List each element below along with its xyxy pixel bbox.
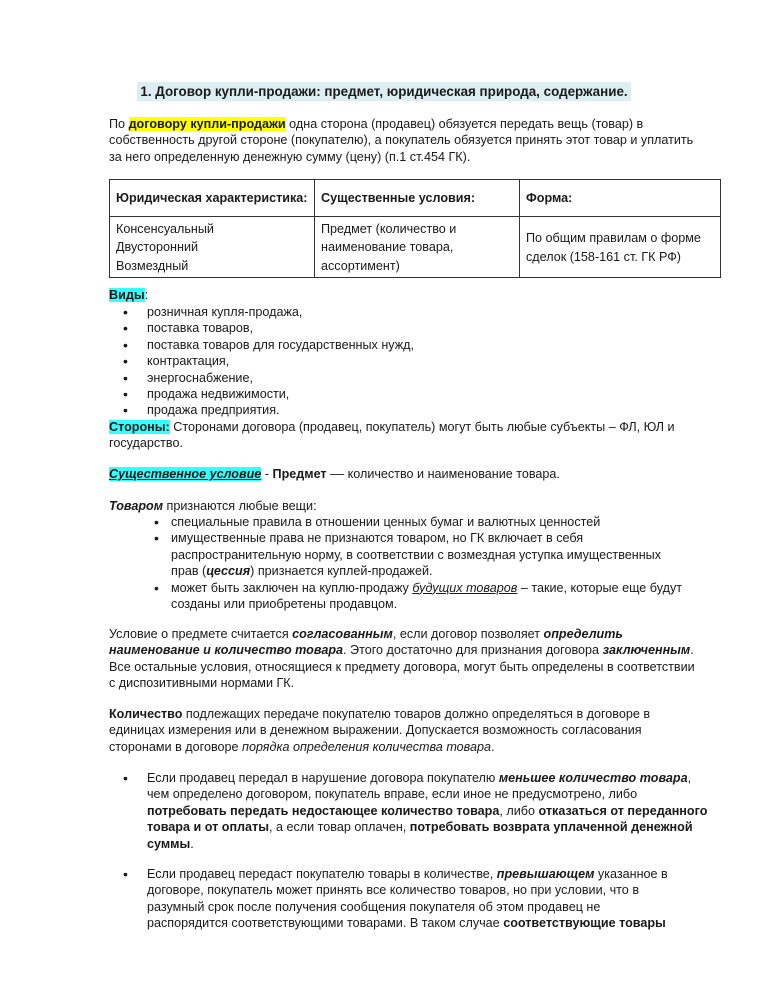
table-header-cell: Юридическая характеристика: bbox=[110, 180, 315, 217]
list-item: • Если продавец передаст покупателю товары в количестве, превышающем указанное в договоре, покупатель может принять все количество товаров, но при условии, что в разумный срок после получения сообщения покупателя об этом продавец не распорядится соответствующими товарами. В таком случае соответствующие товары bbox=[109, 866, 729, 932]
list-item: • поставка товаров, bbox=[109, 320, 414, 336]
list-item: • продажа предприятия. bbox=[109, 402, 414, 418]
table-header-cell: Форма: bbox=[520, 180, 721, 217]
goods-list bbox=[109, 514, 729, 612]
list-item: • может быть заключен на куплю-продажу будущих товаров – такие, которые еще будут созданы или приобретены продавцом. bbox=[109, 580, 729, 613]
essential-condition: Существенное условие - Предмет –– количество и наименование товара. bbox=[109, 467, 560, 481]
list-item: • продажа недвижимости, bbox=[109, 386, 414, 402]
list-item: • специальные правила в отношении ценных бумаг и валютных ценностей bbox=[109, 514, 729, 530]
quantity-paragraph: Количество подлежащих передаче покупателю товаров должно определяться в договоре в единицах измерения или в денежном выражении. Допускается возможность согласования сторонами в договоре порядка определения количества товара. bbox=[109, 707, 651, 754]
table-cell-form: По общим правилам о форме сделок (158-161 ст. ГК РФ) bbox=[520, 217, 721, 278]
types-heading: Виды: bbox=[109, 288, 149, 302]
less-quantity-item bbox=[109, 770, 729, 852]
more-quantity-item bbox=[109, 866, 729, 932]
table-cell-characteristics: Консенсуальный Двусторонний Возмездный bbox=[110, 217, 315, 278]
page-title: 1. Договор купли-продажи: предмет, юридическая природа, содержание. bbox=[0, 84, 768, 100]
table-header-cell: Существенные условия: bbox=[315, 180, 520, 217]
goods-heading: Товаром признаются любые вещи: bbox=[109, 499, 317, 513]
list-item: • Если продавец передал в нарушение договора покупателю меньшее количество товара, чем определено договором, покупатель вправе, если иное не предусмотрено, либо потребовать передать недостающее количество товара, либо отказаться от переданного товара и от оплаты, а если товар оплачен, потребовать возврата уплаченной денежной суммы. bbox=[109, 770, 729, 852]
list-item: • поставка товаров для государственных нужд, bbox=[109, 337, 414, 353]
list-item: • энергоснабжение, bbox=[109, 370, 414, 386]
list-item: • имущественные права не признаются товаром, но ГК включает в себя распространительную норму, в соответствии с возмездная уступка имущественных прав (цессия) признается куплей-продажей. bbox=[109, 530, 729, 579]
parties-paragraph: Стороны: Сторонами договора (продавец, покупатель) могут быть любые субъекты – ФЛ, ЮЛ и государство. bbox=[109, 420, 675, 451]
term-highlight: договору купли-продажи bbox=[128, 117, 286, 131]
characteristics-table bbox=[109, 179, 721, 278]
list-item: • контрактация, bbox=[109, 353, 414, 369]
list-item: • розничная купля-продажа, bbox=[109, 304, 414, 320]
agreed-paragraph: Условие о предмете считается согласованным, если договор позволяет определить наименование и количество товара. Этого достаточно для признания договора заключенным. Все остальные условия, относящиеся к предмету договора, могут быть определены в соответствии с диспозитивными нормами ГК. bbox=[109, 627, 695, 691]
table-cell-conditions: Предмет (количество и наименование товара, ассортимент) bbox=[315, 217, 520, 278]
intro-paragraph: По договору купли-продажи одна сторона (продавец) обязуется передать вещь (товар) в собственность другой стороне (покупателю), а покупатель обязуется принять этот товар и уплатить за него определенную денежную сумму (цену) (п.1 ст.454 ГК). bbox=[109, 117, 694, 164]
types-list bbox=[109, 304, 414, 419]
